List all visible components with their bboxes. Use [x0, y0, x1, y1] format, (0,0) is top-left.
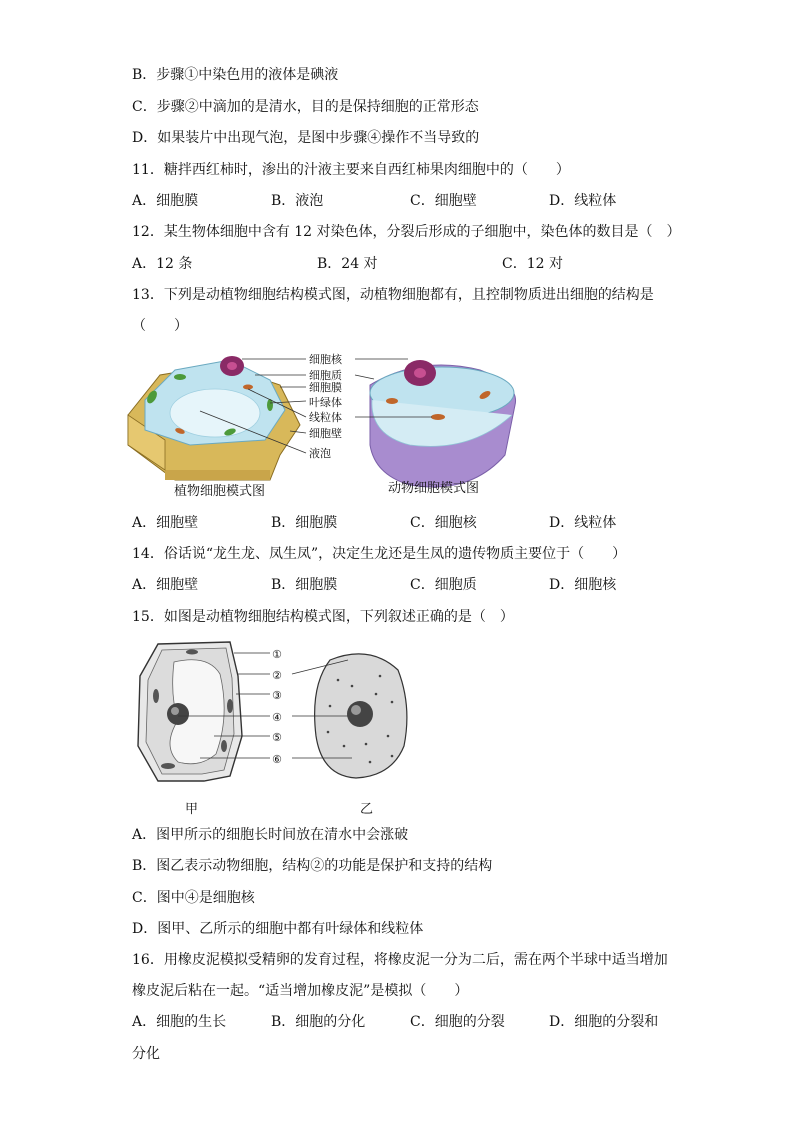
label-6: ⑥	[272, 753, 282, 766]
q15-option-c: C．图中④是细胞核	[132, 890, 255, 906]
q15-option-d: D．图甲、乙所示的细胞中都有叶绿体和线粒体	[132, 921, 424, 937]
caption-jia: 甲	[185, 802, 199, 817]
q13-cell-figure	[120, 345, 540, 505]
q13-option-a: A．细胞壁	[132, 515, 199, 531]
label-membrane: 细胞膜	[309, 381, 342, 394]
q16-option-a: A．细胞的生长	[132, 1014, 227, 1030]
label-3: ③	[272, 689, 282, 702]
q14-option-b: B．细胞膜	[271, 577, 338, 593]
q11-option-d: D．线粒体	[549, 193, 617, 209]
q13-option-c: C．细胞核	[410, 515, 477, 531]
q16-option-d-wrap: 分化	[132, 1046, 160, 1062]
q11-option-c: C．细胞壁	[410, 193, 477, 209]
q15-option-b: B．图乙表示动物细胞，结构②的功能是保护和支持的结构	[132, 858, 493, 874]
label-nucleus: 细胞核	[309, 353, 342, 366]
caption-animal-cell: 动物细胞模式图	[388, 481, 480, 496]
q10-option-b: B．步骤①中染色用的液体是碘液	[132, 67, 339, 83]
q16-option-c: C．细胞的分裂	[410, 1014, 505, 1030]
label-chloroplast: 叶绿体	[309, 396, 342, 409]
q13-option-b: B．细胞膜	[271, 515, 338, 531]
q12-stem: 12．某生物体细胞中含有 12 对染色体，分裂后形成的子细胞中，染色体的数目是（ ）	[132, 224, 681, 240]
q16-option-b: B．细胞的分化	[271, 1014, 366, 1030]
q12-option-b: B．24 对	[317, 256, 378, 272]
caption-yi: 乙	[360, 802, 374, 817]
q14-option-d: D．细胞核	[549, 577, 617, 593]
q14-stem: 14．俗话说“龙生龙、凤生凤”，决定生龙还是生凤的遗传物质主要位于（ ）	[132, 546, 627, 562]
caption-plant-cell: 植物细胞模式图	[174, 484, 266, 499]
q15-option-a: A．图甲所示的细胞长时间放在清水中会涨破	[132, 827, 409, 843]
q10-option-c: C．步骤②中滴加的是清水，目的是保持细胞的正常形态	[132, 99, 479, 115]
q16-stem-line1: 16．用橡皮泥模拟受精卵的发育过程，将橡皮泥一分为二后，需在两个半球中适当增加	[132, 952, 668, 968]
q12-option-a: A．12 条	[132, 256, 193, 272]
animal-cell-model	[370, 360, 516, 487]
label-2: ②	[272, 669, 282, 682]
label-5: ⑤	[272, 731, 282, 744]
label-mitochondria: 线粒体	[309, 411, 342, 424]
label-cell-wall: 细胞壁	[309, 427, 342, 440]
q16-option-d: D．细胞的分裂和	[549, 1014, 659, 1030]
q15-stem: 15．如图是动植物细胞结构模式图，下列叙述正确的是（ ）	[132, 609, 514, 625]
q11-option-b: B．液泡	[271, 193, 324, 209]
q11-option-a: A．细胞膜	[132, 193, 199, 209]
q16-stem-line2: 橡皮泥后粘在一起。“适当增加橡皮泥”是模拟（ ）	[132, 983, 469, 999]
q11-stem: 11．糖拌西红柿时，渗出的汁液主要来自西红柿果肉细胞中的（ ）	[132, 162, 570, 178]
q14-option-a: A．细胞壁	[132, 577, 199, 593]
label-4: ④	[272, 711, 282, 724]
label-vacuole: 液泡	[309, 447, 331, 460]
q13-stem-line1: 13．下列是动植物细胞结构模式图，动植物细胞都有，且控制物质进出细胞的结构是	[132, 287, 654, 303]
q15-cell-figure	[130, 636, 430, 820]
q13-stem-line2: （ ）	[132, 318, 188, 334]
q14-option-c: C．细胞质	[410, 577, 477, 593]
label-1: ①	[272, 648, 282, 661]
q13-option-d: D．线粒体	[549, 515, 617, 531]
q10-option-d: D．如果装片中出现气泡，是图中步骤④操作不当导致的	[132, 130, 480, 146]
label-cytoplasm: 细胞质	[309, 369, 342, 382]
q12-option-c: C．12 对	[502, 256, 563, 272]
plant-cell-jia	[138, 642, 242, 781]
